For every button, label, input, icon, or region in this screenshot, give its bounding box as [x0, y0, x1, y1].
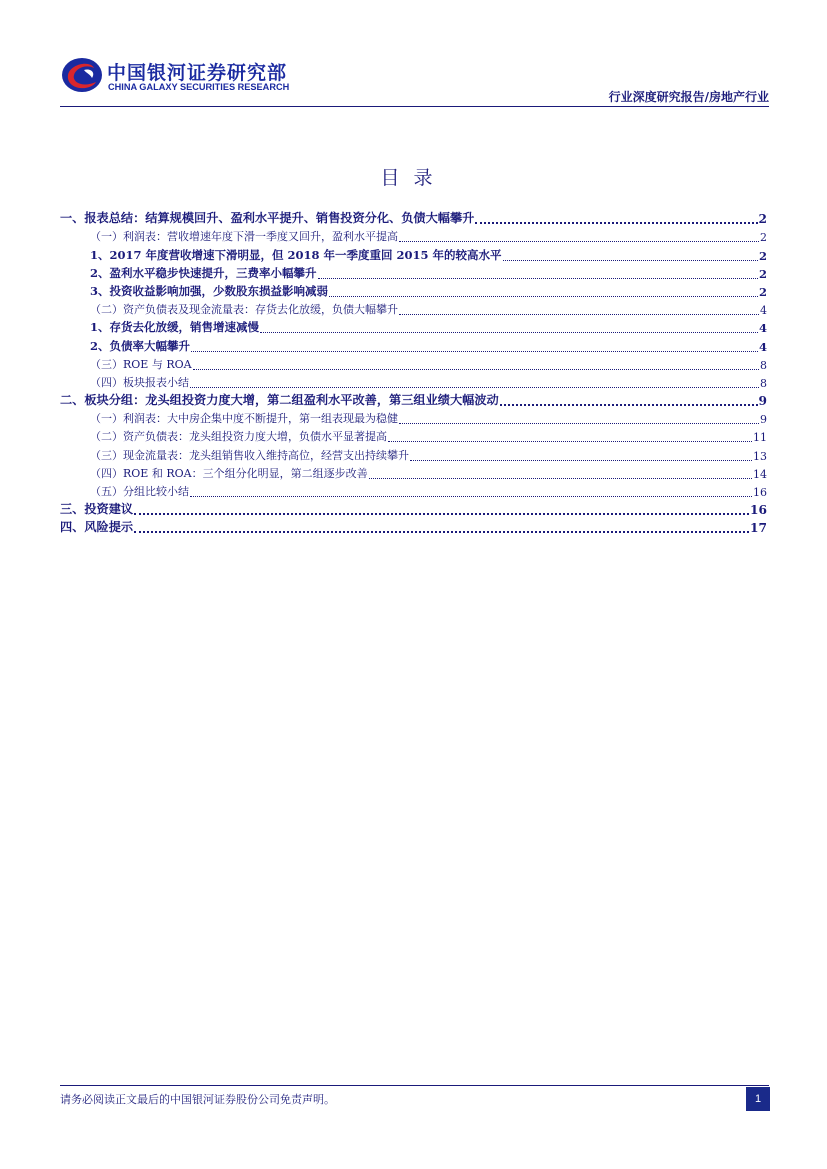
toc-entry-page: 2 — [758, 266, 767, 281]
toc-entry[interactable] — [60, 444, 767, 462]
logo-chinese-name: 中国银河证券研究部 — [107, 62, 288, 84]
toc-entry[interactable] — [60, 499, 767, 517]
toc-entry-page: 16 — [753, 486, 767, 499]
toc-entry-text: （一）利润表：大中房企集中度不断提升，第一组表现最为稳健 — [90, 412, 398, 426]
toc-leader-dots — [399, 314, 759, 315]
toc-leader-dots — [191, 351, 758, 352]
toc-entry-page: 13 — [753, 449, 767, 463]
page-number: 1 — [746, 1087, 770, 1111]
toc-entry-page: 16 — [750, 503, 767, 518]
toc-entry-page: 11 — [753, 431, 767, 445]
toc-entry-text: （二）资产负债表：龙头组投资力度大增，负债水平显著提高 — [90, 430, 387, 444]
toc-leader-dots — [190, 496, 752, 497]
toc-leader-dots — [503, 260, 758, 261]
toc-entry-text: 1、2017 年度营收增速下滑明显，但 2018 年一季度重回 2015 年的较高水平 — [90, 247, 502, 262]
toc-leader-dots — [500, 404, 758, 406]
toc-entry[interactable] — [60, 426, 767, 444]
toc-leader-dots — [399, 241, 759, 242]
toc-entry-text: 四、风险提示 — [60, 520, 134, 535]
toc-entry-text: （五）分组比较小结 — [90, 485, 189, 498]
toc-entry-text: （二）资产负债表及现金流量表：存货去化放缓，负债大幅攀升 — [90, 303, 398, 317]
toc-leader-dots — [475, 222, 757, 224]
toc-entry[interactable] — [60, 244, 767, 262]
toc-leader-dots — [329, 296, 758, 297]
toc-entry-text: （四）板块报表小结 — [90, 375, 189, 389]
toc-entry-text: 三、投资建议 — [60, 502, 134, 517]
toc-entry-text: 3、投资收益影响加强，少数股东损益影响减弱 — [90, 283, 328, 298]
toc-entry-text: （一）利润表：营收增速年度下滑一季度又回升，盈利水平提高 — [90, 230, 398, 244]
toc-entry-page: 2 — [760, 231, 767, 245]
company-logo-icon — [60, 56, 104, 94]
toc-title: 目录 — [380, 167, 447, 189]
toc-entry-page: 8 — [760, 376, 767, 390]
toc-entry-page: 2 — [758, 284, 767, 299]
toc-entry-text: （四）ROE 和 ROA：三个组分化明显，第二组逐步改善 — [90, 466, 368, 480]
toc-entry-page: 4 — [760, 304, 767, 318]
toc-entry-text: 一、报表总结：结算规模回升、盈利水平提升、销售投资分化、负债大幅攀升 — [60, 211, 475, 226]
toc-leader-dots — [410, 460, 752, 461]
toc-leader-dots — [369, 478, 752, 479]
toc-leader-dots — [190, 387, 759, 388]
toc-entry-page: 9 — [760, 413, 767, 427]
toc-entry[interactable] — [60, 372, 767, 390]
toc-entry[interactable] — [60, 408, 767, 426]
logo-english-name: CHINA GALAXY SECURITIES RESEARCH — [108, 82, 290, 92]
header-divider — [60, 106, 769, 107]
table-of-contents — [60, 208, 767, 535]
toc-entry-page: 4 — [758, 339, 767, 354]
toc-entry-page: 9 — [758, 394, 767, 409]
toc-entry-page: 2 — [758, 212, 767, 227]
toc-entry[interactable] — [60, 463, 767, 481]
toc-entry-text: （三）现金流量表：龙头组销售收入维持高位，经营支出持续攀升 — [90, 448, 409, 462]
toc-entry-page: 4 — [758, 321, 767, 336]
toc-leader-dots — [134, 513, 749, 515]
toc-entry[interactable] — [60, 281, 767, 299]
toc-leader-dots — [193, 369, 759, 370]
toc-entry-page: 17 — [750, 521, 767, 536]
toc-entry-text: 2、盈利水平稳步快速提升，三费率小幅攀升 — [90, 265, 317, 280]
report-type: 行业深度研究报告/房地产行业 — [608, 90, 769, 104]
toc-entry[interactable] — [60, 208, 767, 226]
footer-divider — [60, 1085, 769, 1086]
toc-entry[interactable] — [60, 299, 767, 317]
toc-leader-dots — [134, 531, 749, 533]
toc-leader-dots — [388, 441, 752, 442]
toc-entry-text: 二、板块分组：龙头组投资力度大增，第二组盈利水平改善，第三组业绩大幅波动 — [60, 393, 499, 408]
toc-entry-text: 1、存货去化放缓，销售增速减慢 — [90, 320, 259, 335]
toc-entry[interactable] — [60, 354, 767, 372]
toc-leader-dots — [399, 423, 759, 424]
toc-entry-text: （三）ROE 与 ROA — [90, 357, 192, 371]
toc-entry[interactable] — [60, 390, 767, 408]
toc-entry[interactable] — [60, 226, 767, 244]
toc-entry-page: 8 — [760, 358, 767, 372]
toc-entry[interactable] — [60, 263, 767, 281]
toc-entry-text: 2、负债率大幅攀升 — [90, 338, 191, 353]
toc-entry-page: 14 — [753, 467, 767, 481]
toc-entry[interactable] — [60, 335, 767, 353]
toc-leader-dots — [260, 332, 758, 333]
toc-entry[interactable] — [60, 481, 767, 499]
toc-entry[interactable] — [60, 517, 767, 535]
footer-disclaimer: 请务必阅读正文最后的中国银河证券股份公司免责声明。 — [60, 1093, 335, 1106]
toc-entry[interactable] — [60, 317, 767, 335]
toc-leader-dots — [318, 278, 758, 279]
toc-entry-page: 2 — [758, 248, 767, 263]
